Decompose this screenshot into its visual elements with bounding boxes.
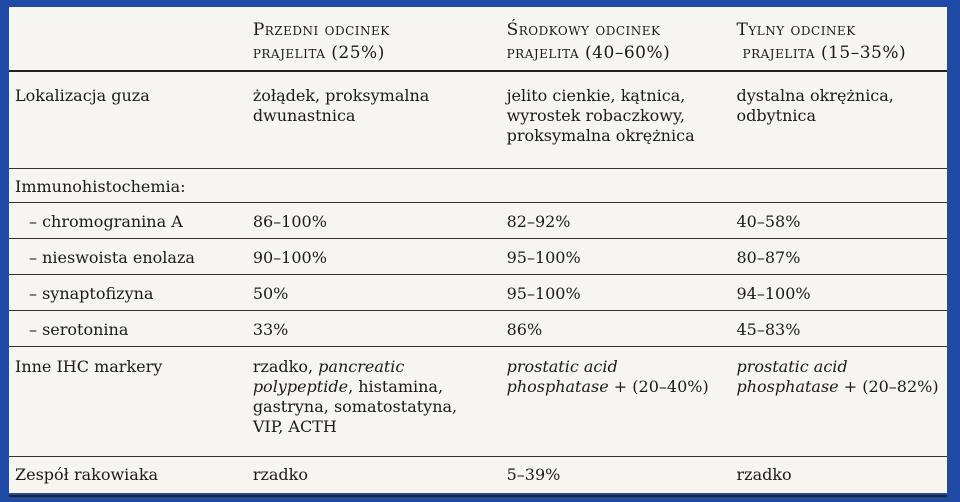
empty-cell <box>507 168 737 202</box>
blue-frame <box>3 3 957 499</box>
cell-line: gastryna, somatostatyna, <box>252 396 458 416</box>
header-row <box>9 7 947 71</box>
cell-line: dwunastnica <box>252 106 356 125</box>
cell-line <box>253 357 507 377</box>
row-synaptofizyna-hindgut: 94–100% <box>737 274 948 310</box>
comparison-table <box>9 7 947 497</box>
row-enolaza-foregut: 90–100% <box>253 238 507 274</box>
header-midgut-line1: Środkowy odcinek <box>506 20 661 40</box>
row-inne-markery <box>9 346 947 456</box>
row-chromogranina-label: – chromogranina A <box>9 202 253 238</box>
header-midgut <box>507 7 737 71</box>
italic-text: phosphatase <box>736 376 839 396</box>
row-serotonina-hindgut: 45–83% <box>737 310 948 346</box>
row-enolaza-hindgut: 80–87% <box>737 238 948 274</box>
text: rzadko, <box>252 356 319 376</box>
text: , histamina, <box>348 376 444 396</box>
cell-line: jelito cienkie, kątnica, <box>506 86 686 105</box>
row-chromogranina-hindgut: 40–58% <box>737 202 948 238</box>
row-lokalizacja-foregut <box>253 71 507 168</box>
row-chromogranina-midgut: 82–92% <box>507 202 737 238</box>
cell-line: VIP, ACTH <box>252 416 337 436</box>
cell-line: odbytnica <box>736 106 817 125</box>
row-synaptofizyna-label: – synaptofizyna <box>9 274 253 310</box>
row-serotonina-foregut: 33% <box>253 310 507 346</box>
cell-line <box>507 377 737 397</box>
row-zespol <box>9 456 947 496</box>
italic-text: pancreatic <box>318 356 405 376</box>
header-foregut-line1: Przedni odcinek <box>252 20 390 40</box>
row-enolaza-midgut: 95–100% <box>507 238 737 274</box>
header-hindgut-line2: prajelita (15–35%) <box>742 43 907 63</box>
cell-line: prostatic acid <box>506 356 618 376</box>
cell-line: proksymalna okrężnica <box>506 126 695 145</box>
header-foregut <box>253 7 507 71</box>
row-zespol-label: Zespół rakowiaka <box>15 464 159 484</box>
cell-line: wyrostek robaczkowy, <box>506 106 685 125</box>
cell-line <box>737 377 948 397</box>
row-immunohistochemia-label: Immunohistochemia: <box>9 168 253 202</box>
header-midgut-line2: prajelita (40–60%) <box>506 43 671 63</box>
row-inne-midgut <box>507 346 737 456</box>
row-serotonina <box>9 310 947 346</box>
row-lokalizacja-hindgut <box>737 71 948 168</box>
empty-cell <box>737 168 948 202</box>
text: + (20–40%) <box>608 376 709 396</box>
cell-line: dystalna okrężnica, <box>736 86 894 105</box>
row-serotonina-midgut: 86% <box>507 310 737 346</box>
row-inne-label: Inne IHC markery <box>9 346 253 456</box>
row-enolaza-label: – nieswoista enolaza <box>9 238 253 274</box>
header-empty-cell <box>9 7 253 71</box>
italic-text: phosphatase <box>506 376 609 396</box>
row-enolaza <box>9 238 947 274</box>
cell-line <box>253 377 507 397</box>
cell-line: prostatic acid <box>736 356 848 376</box>
row-synaptofizyna-midgut: 95–100% <box>507 274 737 310</box>
header-foregut-line2: prajelita (25%) <box>252 43 385 63</box>
row-zespol-hindgut: rzadko <box>736 464 792 484</box>
text: + (20–82%) <box>838 376 939 396</box>
empty-cell <box>253 168 507 202</box>
row-zespol-foregut: rzadko <box>252 464 308 484</box>
row-inne-hindgut <box>737 346 948 456</box>
document-page <box>9 7 947 493</box>
row-lokalizacja-label: Lokalizacja guza <box>9 71 253 168</box>
row-synaptofizyna-foregut: 50% <box>253 274 507 310</box>
row-synaptofizyna <box>9 274 947 310</box>
row-inne-foregut <box>253 346 507 456</box>
cell-line: żołądek, proksymalna <box>252 86 430 105</box>
row-immunohistochemia <box>9 168 947 202</box>
row-lokalizacja <box>9 71 947 168</box>
row-chromogranina-foregut: 86–100% <box>253 202 507 238</box>
row-zespol-midgut: 5–39% <box>506 464 561 484</box>
header-hindgut <box>737 7 948 71</box>
header-hindgut-line1: Tylny odcinek <box>736 20 856 40</box>
italic-text: polypeptide <box>252 376 349 396</box>
row-chromogranina <box>9 202 947 238</box>
row-lokalizacja-midgut <box>507 71 737 168</box>
row-serotonina-label: – serotonina <box>9 310 253 346</box>
